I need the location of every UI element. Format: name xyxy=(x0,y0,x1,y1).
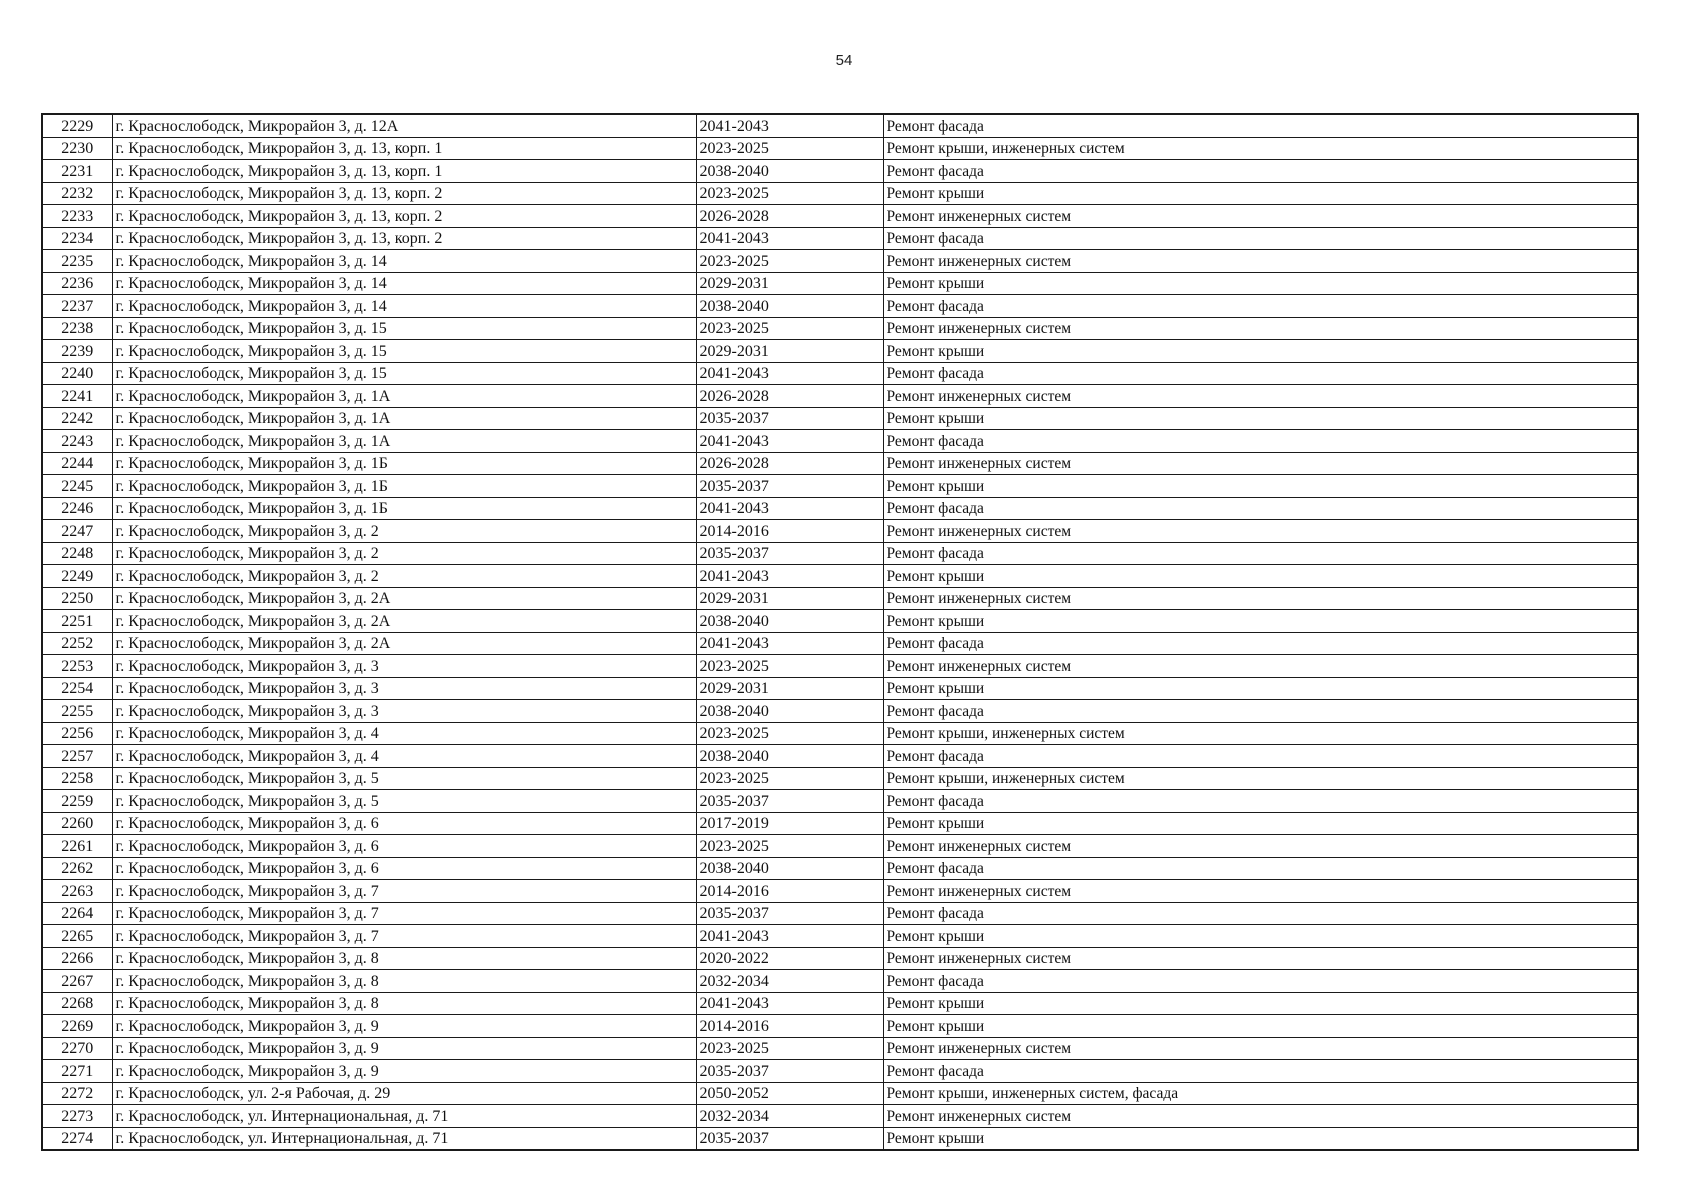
row-number-cell: 2251 xyxy=(42,610,112,633)
period-cell: 2032-2034 xyxy=(696,1105,883,1128)
table-row xyxy=(42,767,1638,790)
work-type-cell: Ремонт фасада xyxy=(883,362,1638,385)
table-row xyxy=(42,812,1638,835)
period-cell: 2038-2040 xyxy=(696,745,883,768)
address-cell: г. Краснослободск, Микрорайон 3, д. 3 xyxy=(112,677,696,700)
table-row xyxy=(42,475,1638,498)
table-row xyxy=(42,925,1638,948)
row-number-cell: 2238 xyxy=(42,317,112,340)
address-cell: г. Краснослободск, Микрорайон 3, д. 9 xyxy=(112,1060,696,1083)
row-number-cell: 2268 xyxy=(42,992,112,1015)
work-type-cell: Ремонт фасада xyxy=(883,970,1638,993)
table-row xyxy=(42,722,1638,745)
address-cell: г. Краснослободск, Микрорайон 3, д. 6 xyxy=(112,835,696,858)
period-cell: 2038-2040 xyxy=(696,857,883,880)
row-number-cell: 2256 xyxy=(42,722,112,745)
work-type-cell: Ремонт крыши xyxy=(883,812,1638,835)
table-row xyxy=(42,992,1638,1015)
row-number-cell: 2243 xyxy=(42,430,112,453)
table-row xyxy=(42,1082,1638,1105)
period-cell: 2035-2037 xyxy=(696,542,883,565)
row-number-cell: 2244 xyxy=(42,452,112,475)
table-row xyxy=(42,340,1638,363)
period-cell: 2035-2037 xyxy=(696,475,883,498)
period-cell: 2035-2037 xyxy=(696,1127,883,1150)
address-cell: г. Краснослободск, Микрорайон 3, д. 13, корп. 2 xyxy=(112,227,696,250)
work-type-cell: Ремонт инженерных систем xyxy=(883,205,1638,228)
period-cell: 2023-2025 xyxy=(696,137,883,160)
work-type-cell: Ремонт крыши, инженерных систем xyxy=(883,722,1638,745)
table-row xyxy=(42,902,1638,925)
table-row xyxy=(42,497,1638,520)
period-cell: 2023-2025 xyxy=(696,835,883,858)
table-row xyxy=(42,610,1638,633)
period-cell: 2032-2034 xyxy=(696,970,883,993)
table-row xyxy=(42,295,1638,318)
row-number-cell: 2252 xyxy=(42,632,112,655)
table-row xyxy=(42,362,1638,385)
work-type-cell: Ремонт крыши xyxy=(883,992,1638,1015)
table-row xyxy=(42,1037,1638,1060)
address-cell: г. Краснослободск, Микрорайон 3, д. 13, корп. 1 xyxy=(112,137,696,160)
row-number-cell: 2255 xyxy=(42,700,112,723)
page-number: 54 xyxy=(835,52,853,69)
work-type-cell: Ремонт фасада xyxy=(883,160,1638,183)
row-number-cell: 2273 xyxy=(42,1105,112,1128)
period-cell: 2023-2025 xyxy=(696,767,883,790)
row-number-cell: 2248 xyxy=(42,542,112,565)
period-cell: 2035-2037 xyxy=(696,407,883,430)
period-cell: 2038-2040 xyxy=(696,295,883,318)
period-cell: 2014-2016 xyxy=(696,1015,883,1038)
work-type-cell: Ремонт инженерных систем xyxy=(883,452,1638,475)
period-cell: 2041-2043 xyxy=(696,925,883,948)
row-number-cell: 2230 xyxy=(42,137,112,160)
row-number-cell: 2239 xyxy=(42,340,112,363)
address-cell: г. Краснослободск, Микрорайон 3, д. 8 xyxy=(112,992,696,1015)
address-cell: г. Краснослободск, Микрорайон 3, д. 1А xyxy=(112,430,696,453)
table-row xyxy=(42,452,1638,475)
period-cell: 2041-2043 xyxy=(696,227,883,250)
row-number-cell: 2269 xyxy=(42,1015,112,1038)
work-type-cell: Ремонт инженерных систем xyxy=(883,520,1638,543)
table-row xyxy=(42,655,1638,678)
address-cell: г. Краснослободск, ул. Интернациональная, д. 71 xyxy=(112,1105,696,1128)
work-type-cell: Ремонт крыши xyxy=(883,610,1638,633)
address-cell: г. Краснослободск, Микрорайон 3, д. 14 xyxy=(112,272,696,295)
address-cell: г. Краснослободск, Микрорайон 3, д. 15 xyxy=(112,340,696,363)
row-number-cell: 2254 xyxy=(42,677,112,700)
period-cell: 2023-2025 xyxy=(696,182,883,205)
row-number-cell: 2246 xyxy=(42,497,112,520)
table-row xyxy=(42,430,1638,453)
address-cell: г. Краснослободск, Микрорайон 3, д. 2 xyxy=(112,565,696,588)
period-cell: 2026-2028 xyxy=(696,205,883,228)
work-type-cell: Ремонт фасада xyxy=(883,114,1638,137)
address-cell: г. Краснослободск, Микрорайон 3, д. 7 xyxy=(112,902,696,925)
period-cell: 2026-2028 xyxy=(696,452,883,475)
address-cell: г. Краснослободск, ул. Интернациональная, д. 71 xyxy=(112,1127,696,1150)
row-number-cell: 2234 xyxy=(42,227,112,250)
work-type-cell: Ремонт фасада xyxy=(883,542,1638,565)
row-number-cell: 2247 xyxy=(42,520,112,543)
row-number-cell: 2240 xyxy=(42,362,112,385)
period-cell: 2041-2043 xyxy=(696,114,883,137)
repair-schedule-table xyxy=(41,113,1639,1151)
work-type-cell: Ремонт крыши xyxy=(883,407,1638,430)
address-cell: г. Краснослободск, Микрорайон 3, д. 5 xyxy=(112,767,696,790)
work-type-cell: Ремонт фасада xyxy=(883,700,1638,723)
work-type-cell: Ремонт крыши xyxy=(883,565,1638,588)
table-row xyxy=(42,114,1638,137)
row-number-cell: 2271 xyxy=(42,1060,112,1083)
table-row xyxy=(42,182,1638,205)
period-cell: 2041-2043 xyxy=(696,497,883,520)
work-type-cell: Ремонт фасада xyxy=(883,430,1638,453)
row-number-cell: 2259 xyxy=(42,790,112,813)
table-row xyxy=(42,857,1638,880)
table-row xyxy=(42,677,1638,700)
work-type-cell: Ремонт крыши xyxy=(883,475,1638,498)
work-type-cell: Ремонт крыши xyxy=(883,677,1638,700)
work-type-cell: Ремонт фасада xyxy=(883,1060,1638,1083)
row-number-cell: 2264 xyxy=(42,902,112,925)
table-row xyxy=(42,970,1638,993)
period-cell: 2023-2025 xyxy=(696,250,883,273)
table-row xyxy=(42,1105,1638,1128)
address-cell: г. Краснослободск, Микрорайон 3, д. 13, корп. 2 xyxy=(112,182,696,205)
period-cell: 2050-2052 xyxy=(696,1082,883,1105)
period-cell: 2029-2031 xyxy=(696,272,883,295)
row-number-cell: 2265 xyxy=(42,925,112,948)
work-type-cell: Ремонт инженерных систем xyxy=(883,655,1638,678)
address-cell: г. Краснослободск, Микрорайон 3, д. 1А xyxy=(112,385,696,408)
table-row xyxy=(42,272,1638,295)
address-cell: г. Краснослободск, Микрорайон 3, д. 2А xyxy=(112,632,696,655)
period-cell: 2023-2025 xyxy=(696,317,883,340)
address-cell: г. Краснослободск, Микрорайон 3, д. 9 xyxy=(112,1015,696,1038)
work-type-cell: Ремонт крыши, инженерных систем xyxy=(883,137,1638,160)
work-type-cell: Ремонт фасада xyxy=(883,857,1638,880)
period-cell: 2038-2040 xyxy=(696,700,883,723)
work-type-cell: Ремонт инженерных систем xyxy=(883,317,1638,340)
address-cell: г. Краснослободск, Микрорайон 3, д. 2А xyxy=(112,587,696,610)
period-cell: 2041-2043 xyxy=(696,565,883,588)
table-row xyxy=(42,790,1638,813)
period-cell: 2038-2040 xyxy=(696,160,883,183)
work-type-cell: Ремонт фасада xyxy=(883,295,1638,318)
table-row xyxy=(42,520,1638,543)
address-cell: г. Краснослободск, Микрорайон 3, д. 6 xyxy=(112,812,696,835)
address-cell: г. Краснослободск, Микрорайон 3, д. 12А xyxy=(112,114,696,137)
period-cell: 2014-2016 xyxy=(696,520,883,543)
table-row xyxy=(42,407,1638,430)
period-cell: 2038-2040 xyxy=(696,610,883,633)
address-cell: г. Краснослободск, Микрорайон 3, д. 13, корп. 1 xyxy=(112,160,696,183)
work-type-cell: Ремонт инженерных систем xyxy=(883,1037,1638,1060)
work-type-cell: Ремонт инженерных систем xyxy=(883,250,1638,273)
work-type-cell: Ремонт крыши, инженерных систем, фасада xyxy=(883,1082,1638,1105)
row-number-cell: 2245 xyxy=(42,475,112,498)
period-cell: 2041-2043 xyxy=(696,632,883,655)
work-type-cell: Ремонт крыши xyxy=(883,1015,1638,1038)
work-type-cell: Ремонт крыши xyxy=(883,272,1638,295)
table-row xyxy=(42,385,1638,408)
period-cell: 2035-2037 xyxy=(696,790,883,813)
period-cell: 2041-2043 xyxy=(696,362,883,385)
table-row xyxy=(42,1015,1638,1038)
table-row xyxy=(42,700,1638,723)
work-type-cell: Ремонт инженерных систем xyxy=(883,587,1638,610)
table-row xyxy=(42,587,1638,610)
address-cell: г. Краснослободск, ул. 2-я Рабочая, д. 29 xyxy=(112,1082,696,1105)
address-cell: г. Краснослободск, Микрорайон 3, д. 15 xyxy=(112,362,696,385)
period-cell: 2026-2028 xyxy=(696,385,883,408)
period-cell: 2023-2025 xyxy=(696,1037,883,1060)
period-cell: 2023-2025 xyxy=(696,655,883,678)
address-cell: г. Краснослободск, Микрорайон 3, д. 8 xyxy=(112,970,696,993)
work-type-cell: Ремонт фасада xyxy=(883,632,1638,655)
table-row xyxy=(42,250,1638,273)
table-row xyxy=(42,542,1638,565)
table-row xyxy=(42,137,1638,160)
address-cell: г. Краснослободск, Микрорайон 3, д. 2 xyxy=(112,520,696,543)
address-cell: г. Краснослободск, Микрорайон 3, д. 4 xyxy=(112,745,696,768)
period-cell: 2023-2025 xyxy=(696,722,883,745)
table-row xyxy=(42,205,1638,228)
period-cell: 2017-2019 xyxy=(696,812,883,835)
address-cell: г. Краснослободск, Микрорайон 3, д. 13, корп. 2 xyxy=(112,205,696,228)
row-number-cell: 2274 xyxy=(42,1127,112,1150)
address-cell: г. Краснослободск, Микрорайон 3, д. 1Б xyxy=(112,497,696,520)
work-type-cell: Ремонт фасада xyxy=(883,497,1638,520)
table-row xyxy=(42,227,1638,250)
work-type-cell: Ремонт фасада xyxy=(883,227,1638,250)
period-cell: 2035-2037 xyxy=(696,1060,883,1083)
period-cell: 2041-2043 xyxy=(696,430,883,453)
row-number-cell: 2250 xyxy=(42,587,112,610)
address-cell: г. Краснослободск, Микрорайон 3, д. 9 xyxy=(112,1037,696,1060)
address-cell: г. Краснослободск, Микрорайон 3, д. 14 xyxy=(112,295,696,318)
row-number-cell: 2258 xyxy=(42,767,112,790)
row-number-cell: 2236 xyxy=(42,272,112,295)
table-row xyxy=(42,1060,1638,1083)
table-row xyxy=(42,317,1638,340)
period-cell: 2014-2016 xyxy=(696,880,883,903)
work-type-cell: Ремонт инженерных систем xyxy=(883,835,1638,858)
period-cell: 2029-2031 xyxy=(696,340,883,363)
period-cell: 2041-2043 xyxy=(696,992,883,1015)
row-number-cell: 2261 xyxy=(42,835,112,858)
row-number-cell: 2229 xyxy=(42,114,112,137)
row-number-cell: 2257 xyxy=(42,745,112,768)
work-type-cell: Ремонт фасада xyxy=(883,745,1638,768)
row-number-cell: 2231 xyxy=(42,160,112,183)
address-cell: г. Краснослободск, Микрорайон 3, д. 7 xyxy=(112,925,696,948)
row-number-cell: 2260 xyxy=(42,812,112,835)
row-number-cell: 2272 xyxy=(42,1082,112,1105)
row-number-cell: 2233 xyxy=(42,205,112,228)
address-cell: г. Краснослободск, Микрорайон 3, д. 1А xyxy=(112,407,696,430)
work-type-cell: Ремонт крыши, инженерных систем xyxy=(883,767,1638,790)
row-number-cell: 2263 xyxy=(42,880,112,903)
address-cell: г. Краснослободск, Микрорайон 3, д. 1Б xyxy=(112,452,696,475)
table-body xyxy=(42,114,1638,1150)
row-number-cell: 2249 xyxy=(42,565,112,588)
address-cell: г. Краснослободск, Микрорайон 3, д. 14 xyxy=(112,250,696,273)
work-type-cell: Ремонт крыши xyxy=(883,340,1638,363)
row-number-cell: 2270 xyxy=(42,1037,112,1060)
row-number-cell: 2241 xyxy=(42,385,112,408)
table-row xyxy=(42,947,1638,970)
table-row xyxy=(42,565,1638,588)
table-row xyxy=(42,880,1638,903)
address-cell: г. Краснослободск, Микрорайон 3, д. 8 xyxy=(112,947,696,970)
row-number-cell: 2237 xyxy=(42,295,112,318)
address-cell: г. Краснослободск, Микрорайон 3, д. 7 xyxy=(112,880,696,903)
row-number-cell: 2242 xyxy=(42,407,112,430)
row-number-cell: 2253 xyxy=(42,655,112,678)
row-number-cell: 2232 xyxy=(42,182,112,205)
period-cell: 2035-2037 xyxy=(696,902,883,925)
address-cell: г. Краснослободск, Микрорайон 3, д. 4 xyxy=(112,722,696,745)
address-cell: г. Краснослободск, Микрорайон 3, д. 2 xyxy=(112,542,696,565)
address-cell: г. Краснослободск, Микрорайон 3, д. 3 xyxy=(112,700,696,723)
work-type-cell: Ремонт крыши xyxy=(883,182,1638,205)
table-row xyxy=(42,835,1638,858)
table-row xyxy=(42,1127,1638,1150)
work-type-cell: Ремонт инженерных систем xyxy=(883,947,1638,970)
work-type-cell: Ремонт инженерных систем xyxy=(883,880,1638,903)
row-number-cell: 2235 xyxy=(42,250,112,273)
work-type-cell: Ремонт крыши xyxy=(883,925,1638,948)
work-type-cell: Ремонт фасада xyxy=(883,790,1638,813)
work-type-cell: Ремонт инженерных систем xyxy=(883,385,1638,408)
row-number-cell: 2266 xyxy=(42,947,112,970)
period-cell: 2029-2031 xyxy=(696,587,883,610)
table-row xyxy=(42,745,1638,768)
row-number-cell: 2267 xyxy=(42,970,112,993)
period-cell: 2029-2031 xyxy=(696,677,883,700)
address-cell: г. Краснослободск, Микрорайон 3, д. 2А xyxy=(112,610,696,633)
work-type-cell: Ремонт крыши xyxy=(883,1127,1638,1150)
address-cell: г. Краснослободск, Микрорайон 3, д. 5 xyxy=(112,790,696,813)
period-cell: 2020-2022 xyxy=(696,947,883,970)
address-cell: г. Краснослободск, Микрорайон 3, д. 15 xyxy=(112,317,696,340)
table-row xyxy=(42,632,1638,655)
work-type-cell: Ремонт инженерных систем xyxy=(883,1105,1638,1128)
address-cell: г. Краснослободск, Микрорайон 3, д. 3 xyxy=(112,655,696,678)
work-type-cell: Ремонт фасада xyxy=(883,902,1638,925)
table-row xyxy=(42,160,1638,183)
address-cell: г. Краснослободск, Микрорайон 3, д. 6 xyxy=(112,857,696,880)
address-cell: г. Краснослободск, Микрорайон 3, д. 1Б xyxy=(112,475,696,498)
row-number-cell: 2262 xyxy=(42,857,112,880)
